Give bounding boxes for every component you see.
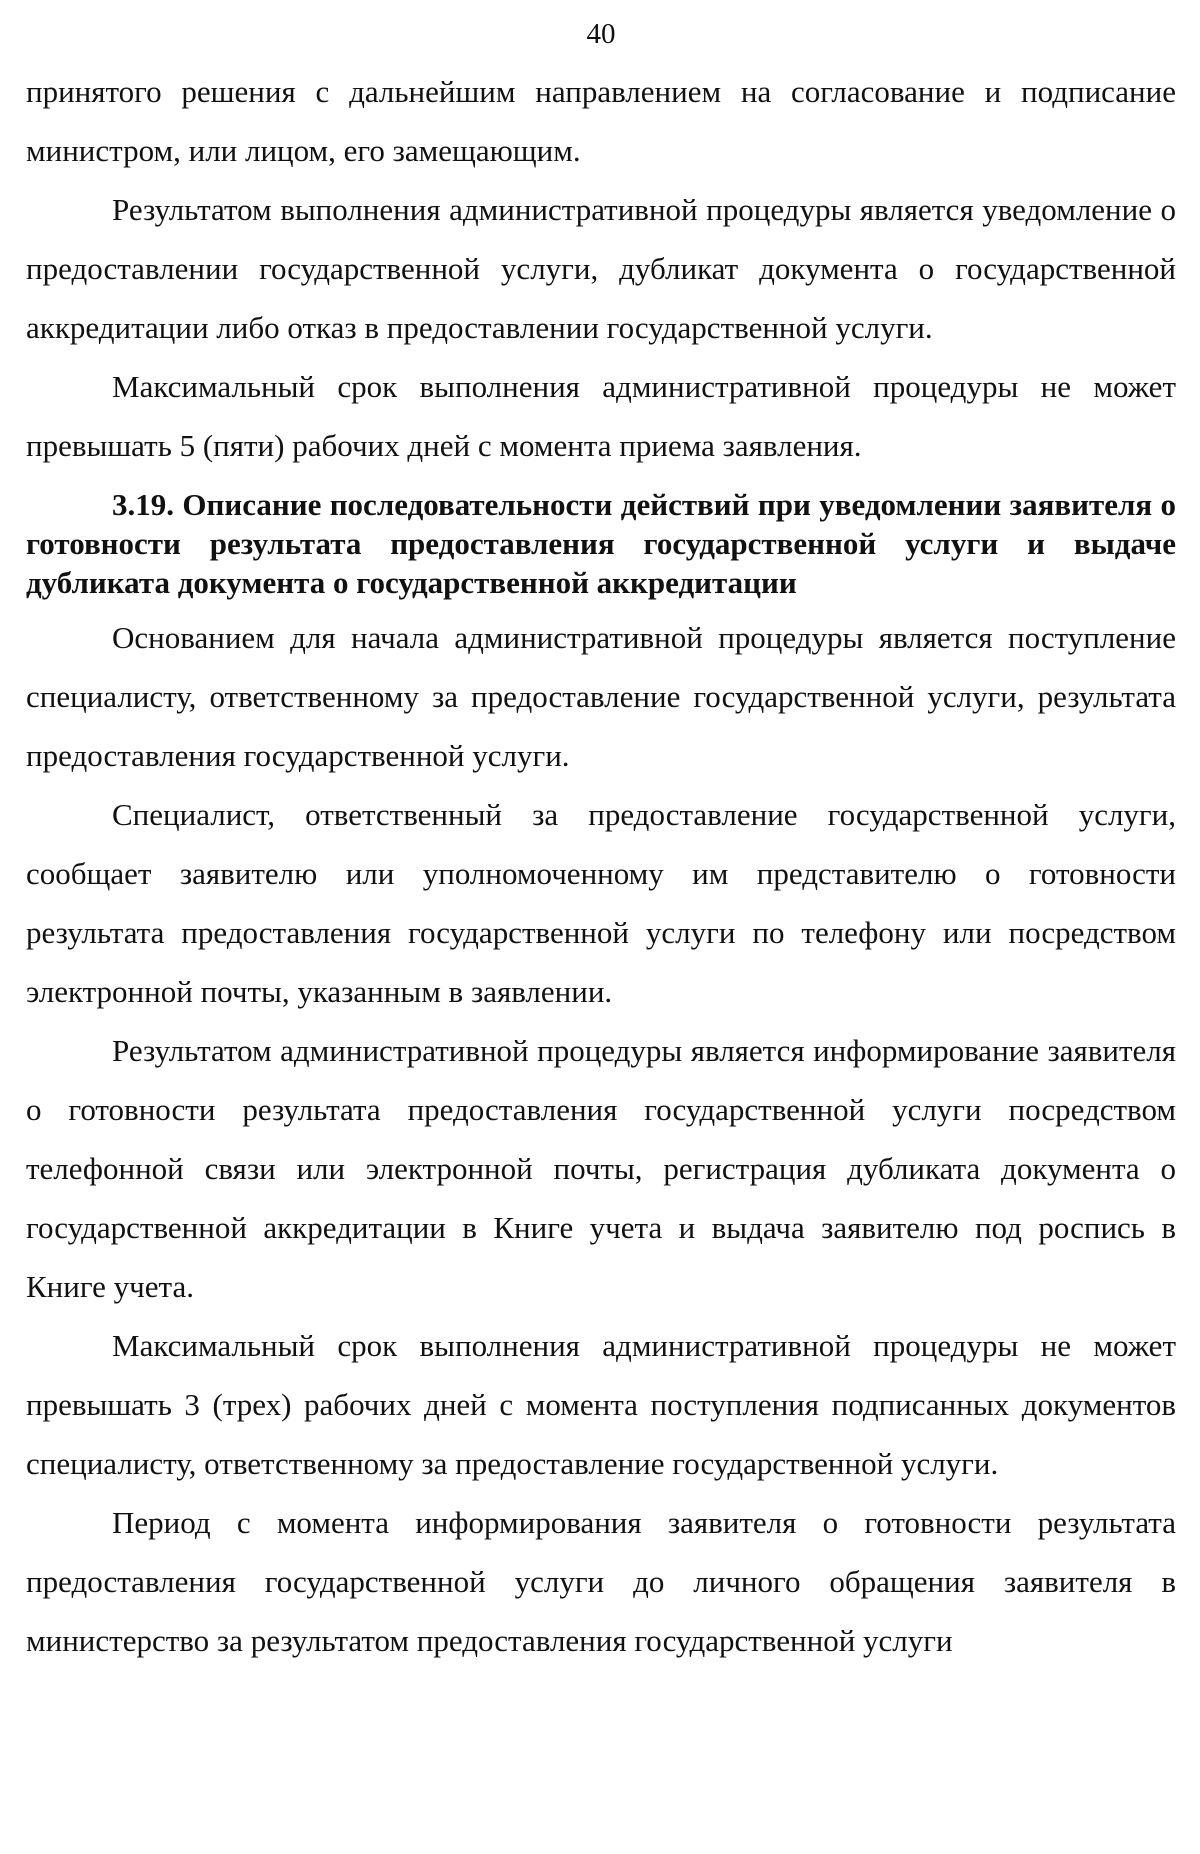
paragraph-result: Результатом выполнения административной процедуры является уведомление о предоставлении государственной услуги, дубликат документа о государственной аккредитации либо отказ в предоставлении государственной услуги. [26, 192, 1176, 345]
paragraph-specialist: Специалист, ответственный за предоставление государственной услуги, сообщает заявителю или уполномоченному им представителю о готовности результата предоставления государственной услуги по телефону или посредством электронной почты, указанным в заявлении. [26, 797, 1176, 1009]
paragraph-procedure-result: Результатом административной процедуры является информирование заявителя о готовности результата предоставления государственной услуги посредством телефонной связи или электронной почты, регистрация дубликата документа о государственной аккредитации в Книге учета и выдача заявителю под роспись в Книге учета. [26, 1033, 1176, 1304]
page-number: 40 [586, 18, 616, 50]
paragraph-continuation: принятого решения с дальнейшим направлением на согласование и подписание министром, или лицом, его замещающим. [26, 74, 1176, 168]
paragraph-period: Период с момента информирования заявителя о готовности результата предоставления государственной услуги до личного обращения заявителя в министерство за результатом предоставления государственной услуги [26, 1505, 1176, 1658]
paragraph-max-term: Максимальный срок выполнения административной процедуры не может превышать 5 (пяти) рабочих дней с момента приема заявления. [26, 369, 1176, 463]
paragraph-basis: Основанием для начала административной процедуры является поступление специалисту, ответственному за предоставление государственной услуги, результата предоставления государственной услуги. [26, 620, 1176, 773]
section-heading-3-19: 3.19. Описание последовательности действий при уведомлении заявителя о готовности результата предоставления государственной услуги и выдаче дубликата документа о государственной аккредитации [26, 487, 1176, 600]
document-page [26, 0, 1176, 1670]
paragraph-max-term-3-days: Максимальный срок выполнения административной процедуры не может превышать 3 (трех) рабочих дней с момента поступления подписанных документов специалисту, ответственному за предоставление государственной услуги. [26, 1328, 1176, 1481]
